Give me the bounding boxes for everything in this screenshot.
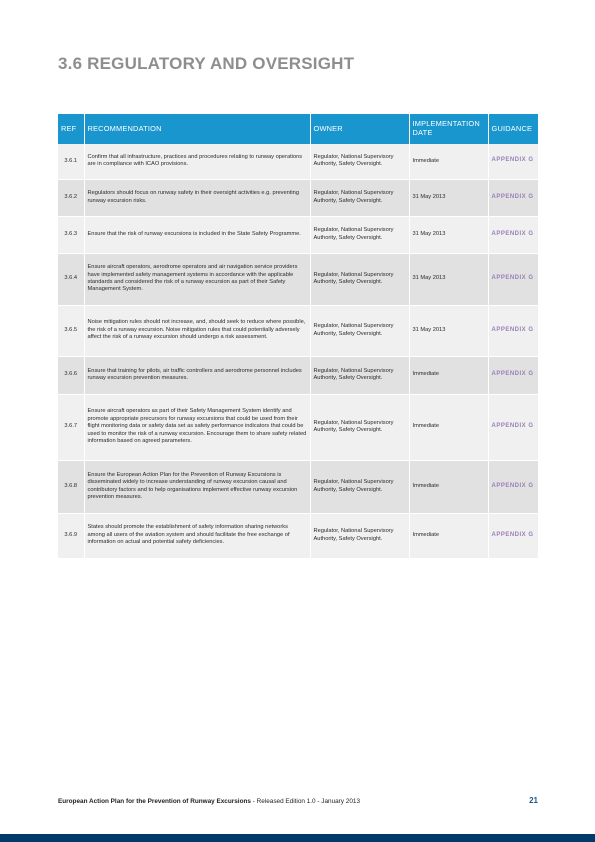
table-header-row <box>58 114 538 144</box>
row-ref: 3.6.2 <box>58 179 84 216</box>
row-guidance-link[interactable]: APPENDIX G <box>488 394 538 460</box>
row-date: Immediate <box>409 513 488 558</box>
row-ref: 3.6.4 <box>58 253 84 305</box>
row-owner: Regulator, National Supervisory Authority, Safety Oversight. <box>310 144 409 179</box>
table-row <box>58 460 538 513</box>
row-ref: 3.6.8 <box>58 460 84 513</box>
row-date: 31 May 2013 <box>409 305 488 356</box>
row-guidance-link[interactable]: APPENDIX G <box>488 179 538 216</box>
row-recommendation: Regulators should focus on runway safety in their oversight activities e.g. preventing runway excursion risks. <box>84 179 310 216</box>
row-date: Immediate <box>409 144 488 179</box>
row-date: 31 May 2013 <box>409 216 488 253</box>
footer-edition: - Released Edition 1.0 - January 2013 <box>250 798 360 805</box>
table-row <box>58 144 538 179</box>
row-recommendation: Ensure that training for pilots, air traffic controllers and aerodrome personnel includes runway excursion prevention measures. <box>84 356 310 394</box>
row-owner: Regulator, National Supervisory Authority, Safety Oversight. <box>310 460 409 513</box>
table-row <box>58 179 538 216</box>
row-recommendation: Ensure the European Action Plan for the Prevention of Runway Excursions is disseminated widely to increase understanding of runway excursion causal and contributory factors and to help organisations implement effective runway excursion prevention measures. <box>84 460 310 513</box>
row-recommendation: States should promote the establishment of safety information sharing networks among all users of the aviation system and should facilitate the free exchange of information on actual and potential safety deficiencies. <box>84 513 310 558</box>
row-owner: Regulator, National Supervisory Authority, Safety Oversight. <box>310 356 409 394</box>
row-date: Immediate <box>409 394 488 460</box>
row-guidance-link[interactable]: APPENDIX G <box>488 460 538 513</box>
header-recommendation: RECOMMENDATION <box>84 114 310 144</box>
row-guidance-link[interactable]: APPENDIX G <box>488 356 538 394</box>
row-recommendation: Noise mitigation rules should not increase, and, should seek to reduce where possible, the risk of a runway excursion. Noise mitigation rules that could potentially adversely affect the risk of a runway excursion should undergo a risk assessment. <box>84 305 310 356</box>
table-row <box>58 216 538 253</box>
header-guidance: GUIDANCE <box>488 114 538 144</box>
table-row <box>58 513 538 558</box>
row-guidance-link[interactable]: APPENDIX G <box>488 513 538 558</box>
row-recommendation: Ensure aircraft operators as part of their Safety Management System identify and promote appropriate precursors for runway excursions that could be used from their flight monitoring data or safety data set as safety performance indicators that could be used to monitor the risk of a runway excursion. Encourage them to share safety related information based on agreed parameters. <box>84 394 310 460</box>
bottom-color-bar <box>0 834 595 842</box>
row-ref: 3.6.1 <box>58 144 84 179</box>
row-date: 31 May 2013 <box>409 253 488 305</box>
footer-document-title: European Action Plan for the Prevention of Runway Excursions <box>58 798 251 805</box>
row-guidance-link[interactable]: APPENDIX G <box>488 144 538 179</box>
footer-document-info <box>58 798 360 805</box>
row-ref: 3.6.7 <box>58 394 84 460</box>
table-row <box>58 394 538 460</box>
header-owner: OWNER <box>310 114 409 144</box>
row-recommendation: Ensure that the risk of runway excursions is included in the State Safety Programme. <box>84 216 310 253</box>
section-title: 3.6 REGULATORY AND OVERSIGHT <box>58 54 355 73</box>
recommendations-table <box>58 114 538 559</box>
row-owner: Regulator, National Supervisory Authority, Safety Oversight. <box>310 513 409 558</box>
row-recommendation: Confirm that all infrastructure, practices and procedures relating to runway operations are in compliance with ICAO provisions. <box>84 144 310 179</box>
row-date: Immediate <box>409 460 488 513</box>
row-date: Immediate <box>409 356 488 394</box>
row-ref: 3.6.3 <box>58 216 84 253</box>
row-ref: 3.6.5 <box>58 305 84 356</box>
row-guidance-link[interactable]: APPENDIX G <box>488 216 538 253</box>
page-number: 21 <box>529 796 538 805</box>
row-owner: Regulator, National Supervisory Authority, Safety Oversight. <box>310 179 409 216</box>
row-recommendation: Ensure aircraft operators, aerodrome operators and air navigation service providers have implemented safety management systems in accordance with the applicable standards and considered the risk of a runway excursion as part of their Safety Management System. <box>84 253 310 305</box>
header-ref: REF <box>58 114 84 144</box>
row-owner: Regulator, National Supervisory Authority, Safety Oversight. <box>310 394 409 460</box>
row-owner: Regulator, National Supervisory Authority, Safety Oversight. <box>310 253 409 305</box>
table-row <box>58 305 538 356</box>
row-guidance-link[interactable]: APPENDIX G <box>488 253 538 305</box>
row-ref: 3.6.6 <box>58 356 84 394</box>
row-date: 31 May 2013 <box>409 179 488 216</box>
row-ref: 3.6.9 <box>58 513 84 558</box>
table-row <box>58 356 538 394</box>
table-row <box>58 253 538 305</box>
row-guidance-link[interactable]: APPENDIX G <box>488 305 538 356</box>
header-implementation-date: IMPLEMENTATION DATE <box>409 114 488 144</box>
row-owner: Regulator, National Supervisory Authority, Safety Oversight. <box>310 216 409 253</box>
row-owner: Regulator, National Supervisory Authority, Safety Oversight. <box>310 305 409 356</box>
